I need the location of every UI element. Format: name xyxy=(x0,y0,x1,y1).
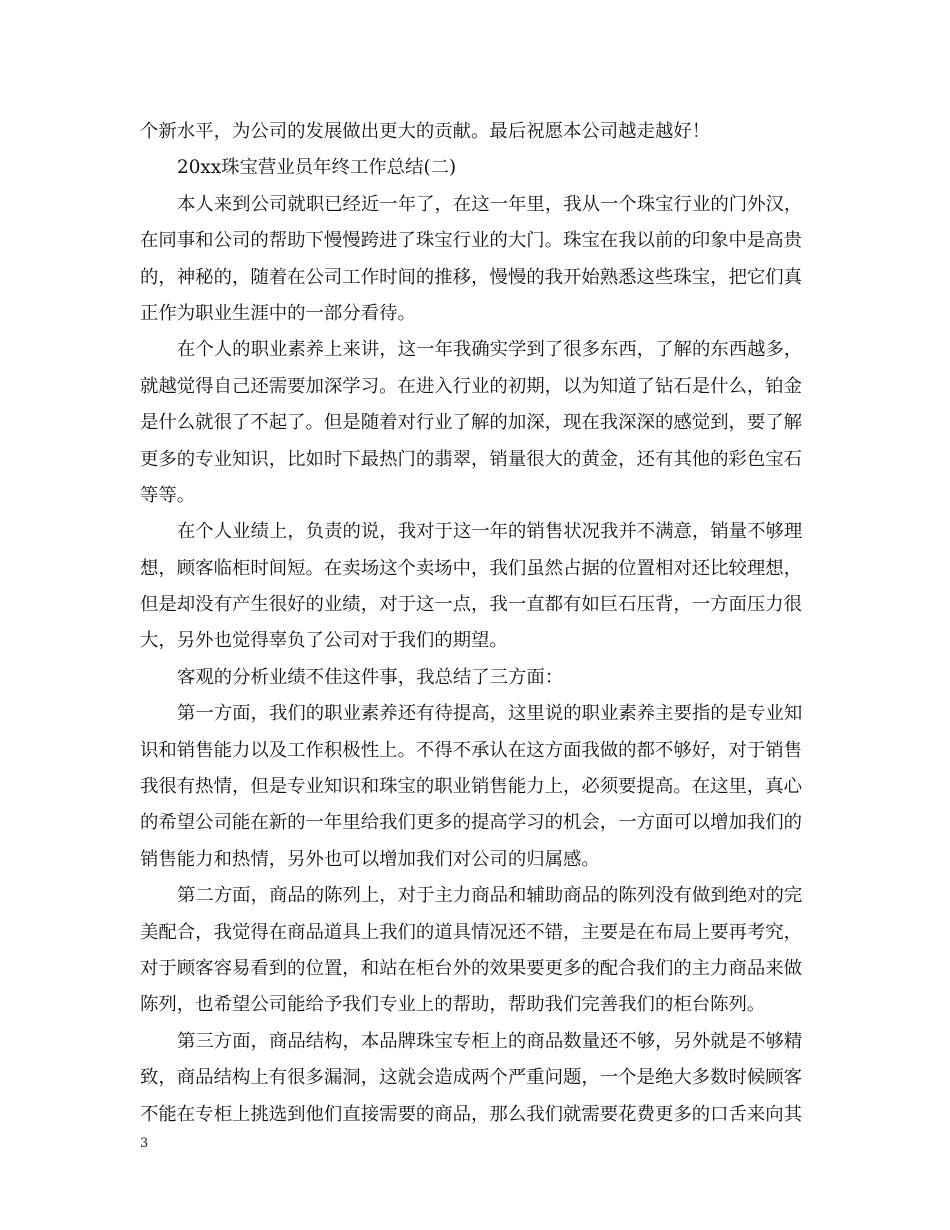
document-body xyxy=(140,114,812,1133)
text-line: 致，商品结构上有很多漏洞，这就会造成两个严重问题，一个是绝大多数时候顾客 xyxy=(140,1067,803,1089)
text-line: 就越觉得自己还需要加深学习。在进入行业的初期，以为知道了钻石是什么，铂金 xyxy=(140,375,803,397)
text-line: 个新水平，为公司的发展做出更大的贡献。最后祝愿本公司越走越好！ xyxy=(140,121,711,142)
page-number: 3 xyxy=(140,1136,149,1151)
text-line: 第三方面，商品结构，本品牌珠宝专柜上的商品数量还不够，另外就是不够精 xyxy=(177,1030,803,1052)
text-line: 第二方面，商品的陈列上，对于主力商品和辅助商品的陈列没有做到绝对的完 xyxy=(177,885,803,907)
text-line: 大，另外也觉得辜负了公司对于我们的期望。 xyxy=(140,630,508,652)
text-line: 20xx珠宝营业员年终工作总结(二) xyxy=(177,157,457,179)
text-line: 美配合，我觉得在商品道具上我们的道具情况还不错，主要是在布局上要再考究， xyxy=(140,921,803,943)
text-line: 更多的专业知识，比如时下最热门的翡翠，销量很大的黄金，还有其他的彩色宝石 xyxy=(140,448,803,470)
text-line: 识和销售能力以及工作积极性上。不得不承认在这方面我做的都不够好，对于销售 xyxy=(140,739,803,761)
text-line: 等等。 xyxy=(140,484,196,506)
text-line: 客观的分析业绩不佳这件事，我总结了三方面： xyxy=(177,666,564,688)
text-line: 在个人的职业素养上来讲，这一年我确实学到了很多东西，了解的东西越多， xyxy=(177,339,803,361)
text-line: 对于顾客容易看到的位置，和站在柜台外的效果要更多的配合我们的主力商品来做 xyxy=(140,957,803,979)
text-line: 第一方面，我们的职业素养还有待提高，这里说的职业素养主要指的是专业知 xyxy=(177,703,803,725)
text-line: 想，顾客临柜时间短。在卖场这个卖场中，我们虽然占据的位置相对还比较理想， xyxy=(140,557,803,579)
text-line: 不能在专柜上挑选到他们直接需要的商品，那么我们就需要花费更多的口舌来向其 xyxy=(140,1103,803,1125)
text-line: 本人来到公司就职已经近一年了，在这一年里，我从一个珠宝行业的门外汉， xyxy=(177,193,803,215)
text-line: 我很有热情，但是专业知识和珠宝的职业销售能力上，必须要提高。在这里，真心 xyxy=(140,776,803,798)
text-line: 但是却没有产生很好的业绩，对于这一点，我一直都有如巨石压背，一方面压力很 xyxy=(140,594,803,616)
text-line: 在同事和公司的帮助下慢慢跨进了珠宝行业的大门。珠宝在我以前的印象中是高贵 xyxy=(140,230,803,252)
text-line: 陈列，也希望公司能给予我们专业上的帮助，帮助我们完善我们的柜台陈列。 xyxy=(140,994,766,1016)
text-line: 正作为职业生涯中的一部分看待。 xyxy=(140,302,416,324)
text-line: 的，神秘的，随着在公司工作时间的推移，慢慢的我开始熟悉这些珠宝，把它们真 xyxy=(140,266,803,288)
text-line: 销售能力和热情，另外也可以增加我们对公司的归属感。 xyxy=(140,848,600,870)
text-line: 的希望公司能在新的一年里给我们更多的提高学习的机会，一方面可以增加我们的 xyxy=(140,812,803,834)
text-line: 在个人业绩上，负责的说，我对于这一年的销售状况我并不满意，销量不够理 xyxy=(177,521,803,543)
text-line: 是什么就很了不起了。但是随着对行业了解的加深，现在我深深的感觉到，要了解 xyxy=(140,412,803,434)
